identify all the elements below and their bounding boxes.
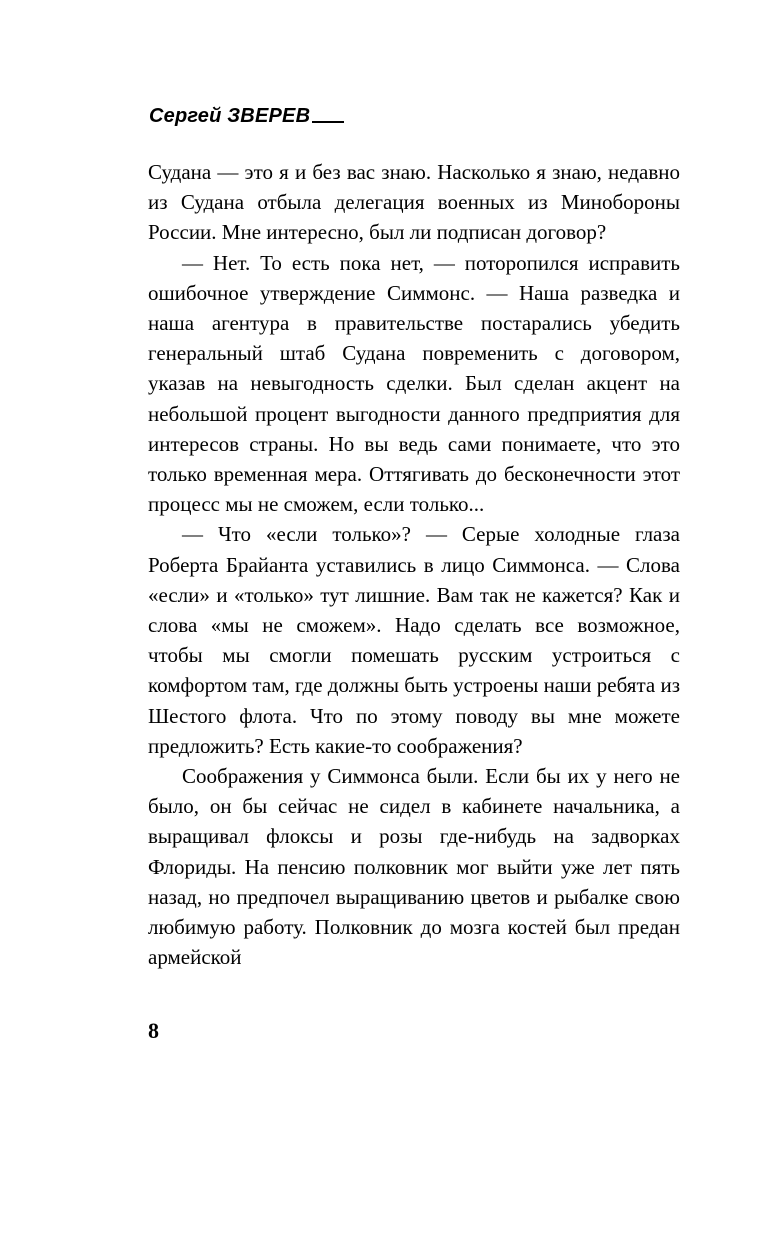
paragraph-2: — Нет. То есть пока нет, — поторопился исправить ошибочное утверждение Симмонс. — Наша разведка и наша агентура в правительстве постарались убедить генеральный штаб Судана повременить с договором, указав на невыгодность сделки. Был сделан акцент на небольшой процент выгодности данного предприятия для интересов страны. Но вы ведь сами понимаете, что это только временная мера. Оттягивать до бесконечности этот процесс мы не сможем, если только... [148,250,680,517]
page-number: 8 [148,1018,159,1043]
running-head-rule [312,121,344,123]
paragraph-3: — Что «если только»? — Серые холодные глаза Роберта Брайанта уставились в лицо Симмонса. — Слова «если» и «только» тут лишние. Вам так не кажется? Как и слова «мы не сможем». Надо сделать все возможное, чтобы мы смогли помешать русским устроиться с комфортом там, где должны быть устроены наши ребята из Шестого флота. Что по этому поводу вы мне можете предложить? Есть какие-то соображения? [148,522,680,758]
page-text [148,157,680,972]
paragraph-4: Соображения у Симмонса были. Если бы их у него не было, он бы сейчас не сидел в кабинете начальника, а выращивал флоксы и розы где-нибудь на задворках Флориды. На пенсию полковник мог выйти уже лет пять назад, но предпочел выращиванию цветов и рыбалке свою любимую работу. Полковник до мозга костей был предан армейской [148,764,680,970]
running-head: Сергей ЗВЕРЕВ [149,105,311,127]
paragraph-1: Судана — это я и без вас знаю. Насколько я знаю, недавно из Судана отбыла делегация военных из Минобороны России. Мне интересно, был ли подписан договор? [148,160,680,245]
